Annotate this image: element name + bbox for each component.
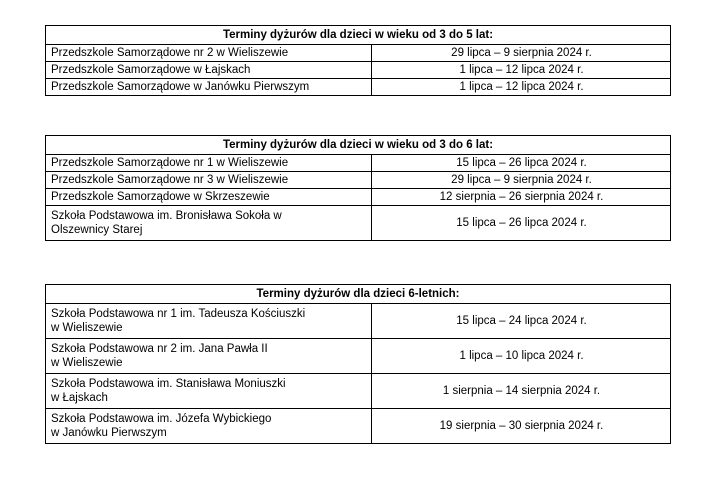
duty-dates: 15 lipca – 24 lipca 2024 r.: [372, 304, 671, 339]
table-row: [46, 79, 671, 96]
institution-name-line: Szkoła Podstawowa im. Józefa Wybickiego: [51, 413, 272, 425]
table-row: [46, 189, 671, 206]
institution-name-line: Szkoła Podstawowa nr 1 im. Tadeusza Kościuszki: [51, 308, 306, 320]
table-row: [46, 172, 671, 189]
duty-dates: 29 lipca – 9 sierpnia 2024 r.: [372, 45, 671, 62]
institution-name: [46, 339, 372, 374]
institution-name: [46, 374, 372, 409]
institution-name: Przedszkole Samorządowe w Janówku Pierwszym: [46, 79, 372, 96]
institution-name-line: Szkoła Podstawowa im. Stanisława Moniuszki: [51, 378, 286, 390]
institution-name: [46, 206, 372, 241]
table-title: Terminy dyżurów dla dzieci w wieku od 3 do 6 lat:: [46, 136, 671, 155]
duty-table-ages-3-5: [45, 25, 671, 96]
duty-table-ages-3-6: [45, 135, 671, 241]
institution-name-line: Szkoła Podstawowa nr 2 im. Jana Pawła II: [51, 343, 268, 355]
table-header-row: [46, 136, 671, 155]
institution-name-line: w Wieliszewie: [51, 357, 123, 369]
table-row: [46, 45, 671, 62]
table-title: Terminy dyżurów dla dzieci 6-letnich:: [46, 285, 671, 304]
table-row: [46, 339, 671, 374]
duty-dates: 12 sierpnia – 26 sierpnia 2024 r.: [372, 189, 671, 206]
table-header-row: [46, 26, 671, 45]
table-row: [46, 206, 671, 241]
table-header-row: [46, 285, 671, 304]
institution-name: Przedszkole Samorządowe w Łajskach: [46, 62, 372, 79]
table-title: Terminy dyżurów dla dzieci w wieku od 3 do 5 lat:: [46, 26, 671, 45]
institution-name: [46, 304, 372, 339]
table-row: [46, 304, 671, 339]
duty-dates: 15 lipca – 26 lipca 2024 r.: [372, 206, 671, 241]
duty-dates: 15 lipca – 26 lipca 2024 r.: [372, 155, 671, 172]
institution-name-line: w Łajskach: [51, 392, 108, 404]
duty-dates: 29 lipca – 9 sierpnia 2024 r.: [372, 172, 671, 189]
institution-name: Przedszkole Samorządowe nr 2 w Wieliszewie: [46, 45, 372, 62]
institution-name: Przedszkole Samorządowe nr 1 w Wieliszewie: [46, 155, 372, 172]
institution-name: Przedszkole Samorządowe nr 3 w Wieliszewie: [46, 172, 372, 189]
duty-dates: 19 sierpnia – 30 sierpnia 2024 r.: [372, 409, 671, 444]
institution-name-line: w Janówku Pierwszym: [51, 427, 167, 439]
duty-dates: 1 lipca – 12 lipca 2024 r.: [372, 79, 671, 96]
institution-name-line: w Wieliszewie: [51, 322, 123, 334]
institution-name: [46, 409, 372, 444]
duty-dates: 1 sierpnia – 14 sierpnia 2024 r.: [372, 374, 671, 409]
duty-dates: 1 lipca – 10 lipca 2024 r.: [372, 339, 671, 374]
table-row: [46, 374, 671, 409]
duty-dates: 1 lipca – 12 lipca 2024 r.: [372, 62, 671, 79]
table-row: [46, 409, 671, 444]
institution-name: Przedszkole Samorządowe w Skrzeszewie: [46, 189, 372, 206]
institution-name-line: Szkoła Podstawowa im. Bronisława Sokoła w: [51, 210, 282, 222]
institution-name-line: Olszewnicy Starej: [51, 224, 143, 236]
table-row: [46, 62, 671, 79]
table-row: [46, 155, 671, 172]
duty-table-6-year-olds: [45, 284, 671, 444]
